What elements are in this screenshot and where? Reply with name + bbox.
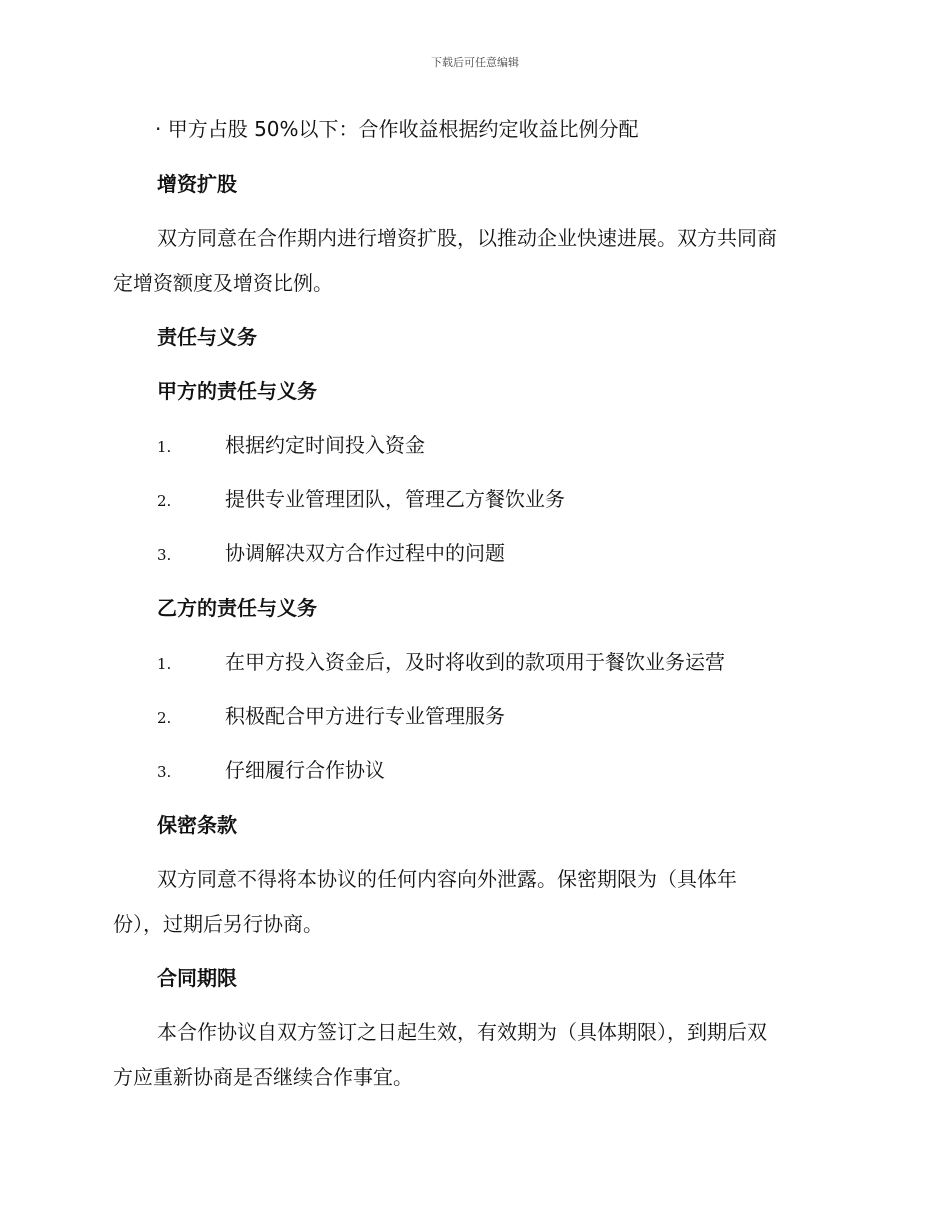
list-item-text: 协调解决双方合作过程中的问题 (225, 541, 505, 565)
party-a-duties-heading: 甲方的责任与义务 (157, 379, 317, 403)
list-number: 1. (157, 438, 172, 456)
page-header-note: 下载后可任意编辑 (431, 56, 519, 69)
list-number: 1. (157, 655, 172, 673)
capital-increase-paragraph-line-1: 双方同意在合作期内进行增资扩股，以推动企业快速进展。双方共同商 (157, 226, 777, 250)
duties-heading: 责任与义务 (157, 325, 257, 349)
confidentiality-paragraph-line-2: 份），过期后另行协商。 (113, 912, 323, 936)
party-b-duties-heading: 乙方的责任与义务 (157, 596, 317, 620)
term-paragraph-line-2: 方应重新协商是否继续合作事宜。 (113, 1065, 413, 1089)
profit-share-bullet: · 甲方占股 50%以下：合作收益根据约定收益比例分配 (155, 117, 639, 141)
term-paragraph-line-1: 本合作协议自双方签订之日起生效，有效期为（具体期限），到期后双 (157, 1020, 767, 1044)
confidentiality-heading: 保密条款 (157, 813, 237, 837)
list-item-text: 仔细履行合作协议 (225, 758, 385, 782)
list-item-text: 在甲方投入资金后，及时将收到的款项用于餐饮业务运营 (225, 650, 725, 674)
list-item-text: 根据约定时间投入资金 (225, 433, 425, 457)
list-number: 3. (157, 763, 172, 781)
list-number: 2. (157, 709, 172, 727)
list-number: 3. (157, 546, 172, 564)
list-number: 2. (157, 492, 172, 510)
term-heading: 合同期限 (157, 966, 237, 990)
capital-increase-heading: 增资扩股 (157, 172, 237, 196)
confidentiality-paragraph-line-1: 双方同意不得将本协议的任何内容向外泄露。保密期限为（具体年 (157, 867, 737, 891)
list-item-text: 提供专业管理团队，管理乙方餐饮业务 (225, 487, 565, 511)
list-item-text: 积极配合甲方进行专业管理服务 (225, 704, 505, 728)
capital-increase-paragraph-line-2: 定增资额度及增资比例。 (113, 271, 333, 295)
